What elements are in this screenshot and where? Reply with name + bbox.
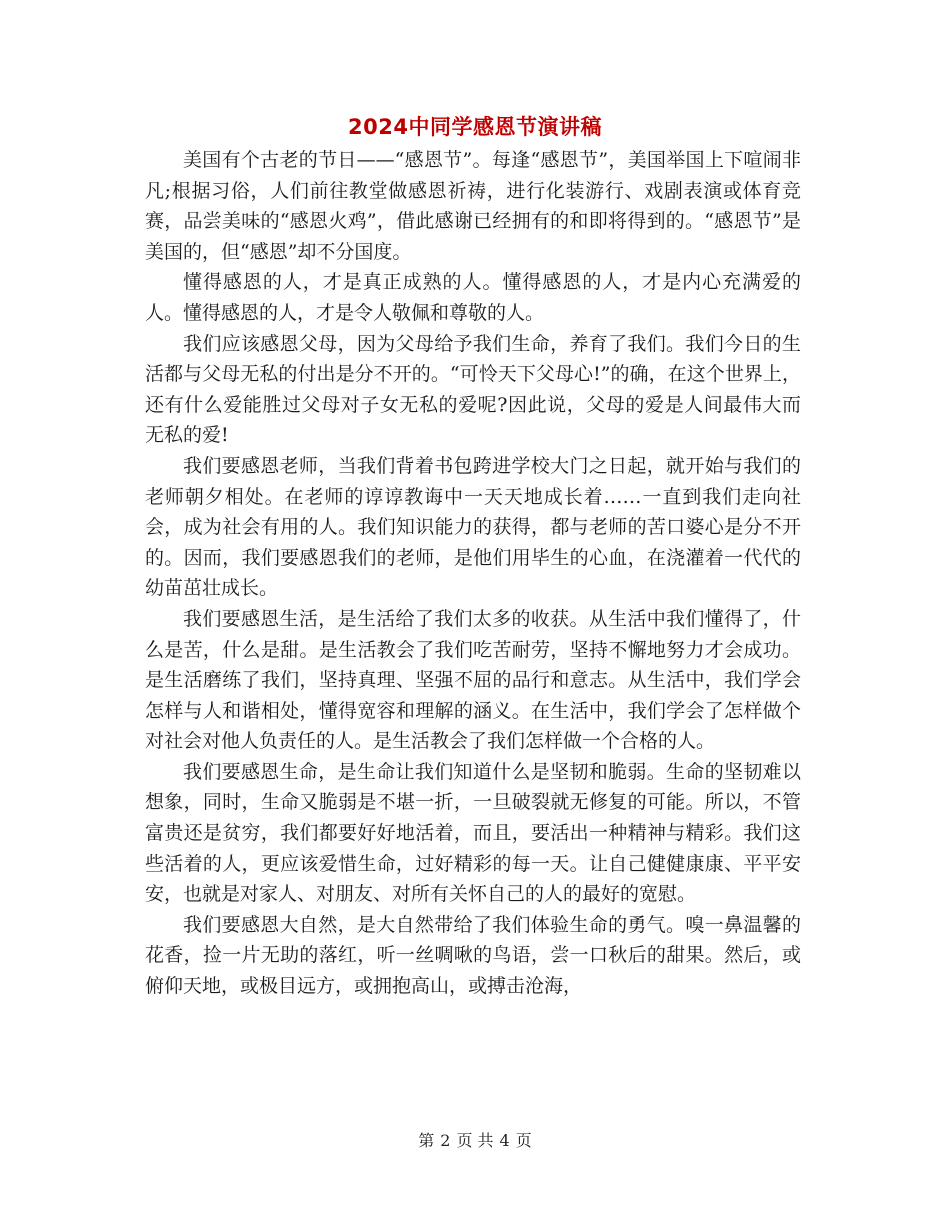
footer-page-number: 2 — [440, 1131, 451, 1150]
document-body — [145, 145, 801, 1002]
paragraph: 美国有个古老的节日——“感恩节”。每逢“感恩节”，美国举国上下喧闹非凡;根据习俗，人们前往教堂做感恩祈祷，进行化装游行、戏剧表演或体育竞赛，品尝美味的“感恩火鸡”，借此感谢已经拥有的和即将得到的。“感恩节”是美国的，但“感恩”却不分国度。 — [145, 149, 801, 263]
paragraph: 我们要感恩大自然，是大自然带给了我们体验生命的勇气。嗅一鼻温馨的花香，捡一片无助的落红，听一丝啁啾的鸟语，尝一口秋后的甜果。然后，或俯仰天地，或极目远方，或拥抱高山，或搏击沧海， — [145, 913, 801, 998]
paragraph: 我们要感恩老师，当我们背着书包跨进学校大门之日起，就开始与我们的老师朝夕相处。在老师的谆谆教诲中一天天地成长着……一直到我们走向社会，成为社会有用的人。我们知识能力的获得，都与老师的苦口婆心是分不开的。因而，我们要感恩我们的老师，是他们用毕生的心血，在浇灌着一代代的幼苗茁壮成长。 — [145, 454, 801, 600]
page-footer — [0, 1130, 950, 1152]
document-title: 2024中同学感恩节演讲稿 — [348, 115, 602, 139]
footer-prefix: 第 — [418, 1131, 435, 1150]
paragraph: 我们要感恩生活，是生活给了我们太多的收获。从生活中我们懂得了，什么是苦，什么是甜。是生活教会了我们吃苦耐劳，坚持不懈地努力才会成功。是生活磨练了我们，坚持真理、坚强不屈的品行和意志。从生活中，我们学会怎样与人和谐相处，懂得宽容和理解的涵义。在生活中，我们学会了怎样做个对社会对他人负责任的人。是生活教会了我们怎样做一个合格的人。 — [145, 607, 801, 753]
paragraph: 我们要感恩生命，是生命让我们知道什么是坚韧和脆弱。生命的坚韧难以想象，同时，生命又脆弱是不堪一折，一旦破裂就无修复的可能。所以，不管富贵还是贫穷，我们都要好好地活着，而且，要活出一种精神与精彩。我们这些活着的人，更应该爱惜生命，过好精彩的每一天。让自己健健康康、平平安安，也就是对家人、对朋友、对所有关怀自己的人的最好的宽慰。 — [145, 760, 801, 906]
footer-middle: 页 共 — [456, 1131, 494, 1150]
paragraph: 懂得感恩的人，才是真正成熟的人。懂得感恩的人，才是内心充满爱的人。懂得感恩的人，才是令人敬佩和尊敬的人。 — [145, 271, 801, 324]
footer-total-pages: 4 — [499, 1131, 510, 1150]
paragraph: 我们应该感恩父母，因为父母给予我们生命，养育了我们。我们今日的生活都与父母无私的付出是分不开的。“可怜天下父母心!”的确，在这个世界上，还有什么爱能胜过父母对子女无私的爱呢?因此说，父母的爱是人间最伟大而无私的爱! — [145, 332, 801, 447]
footer-suffix: 页 — [515, 1131, 532, 1150]
